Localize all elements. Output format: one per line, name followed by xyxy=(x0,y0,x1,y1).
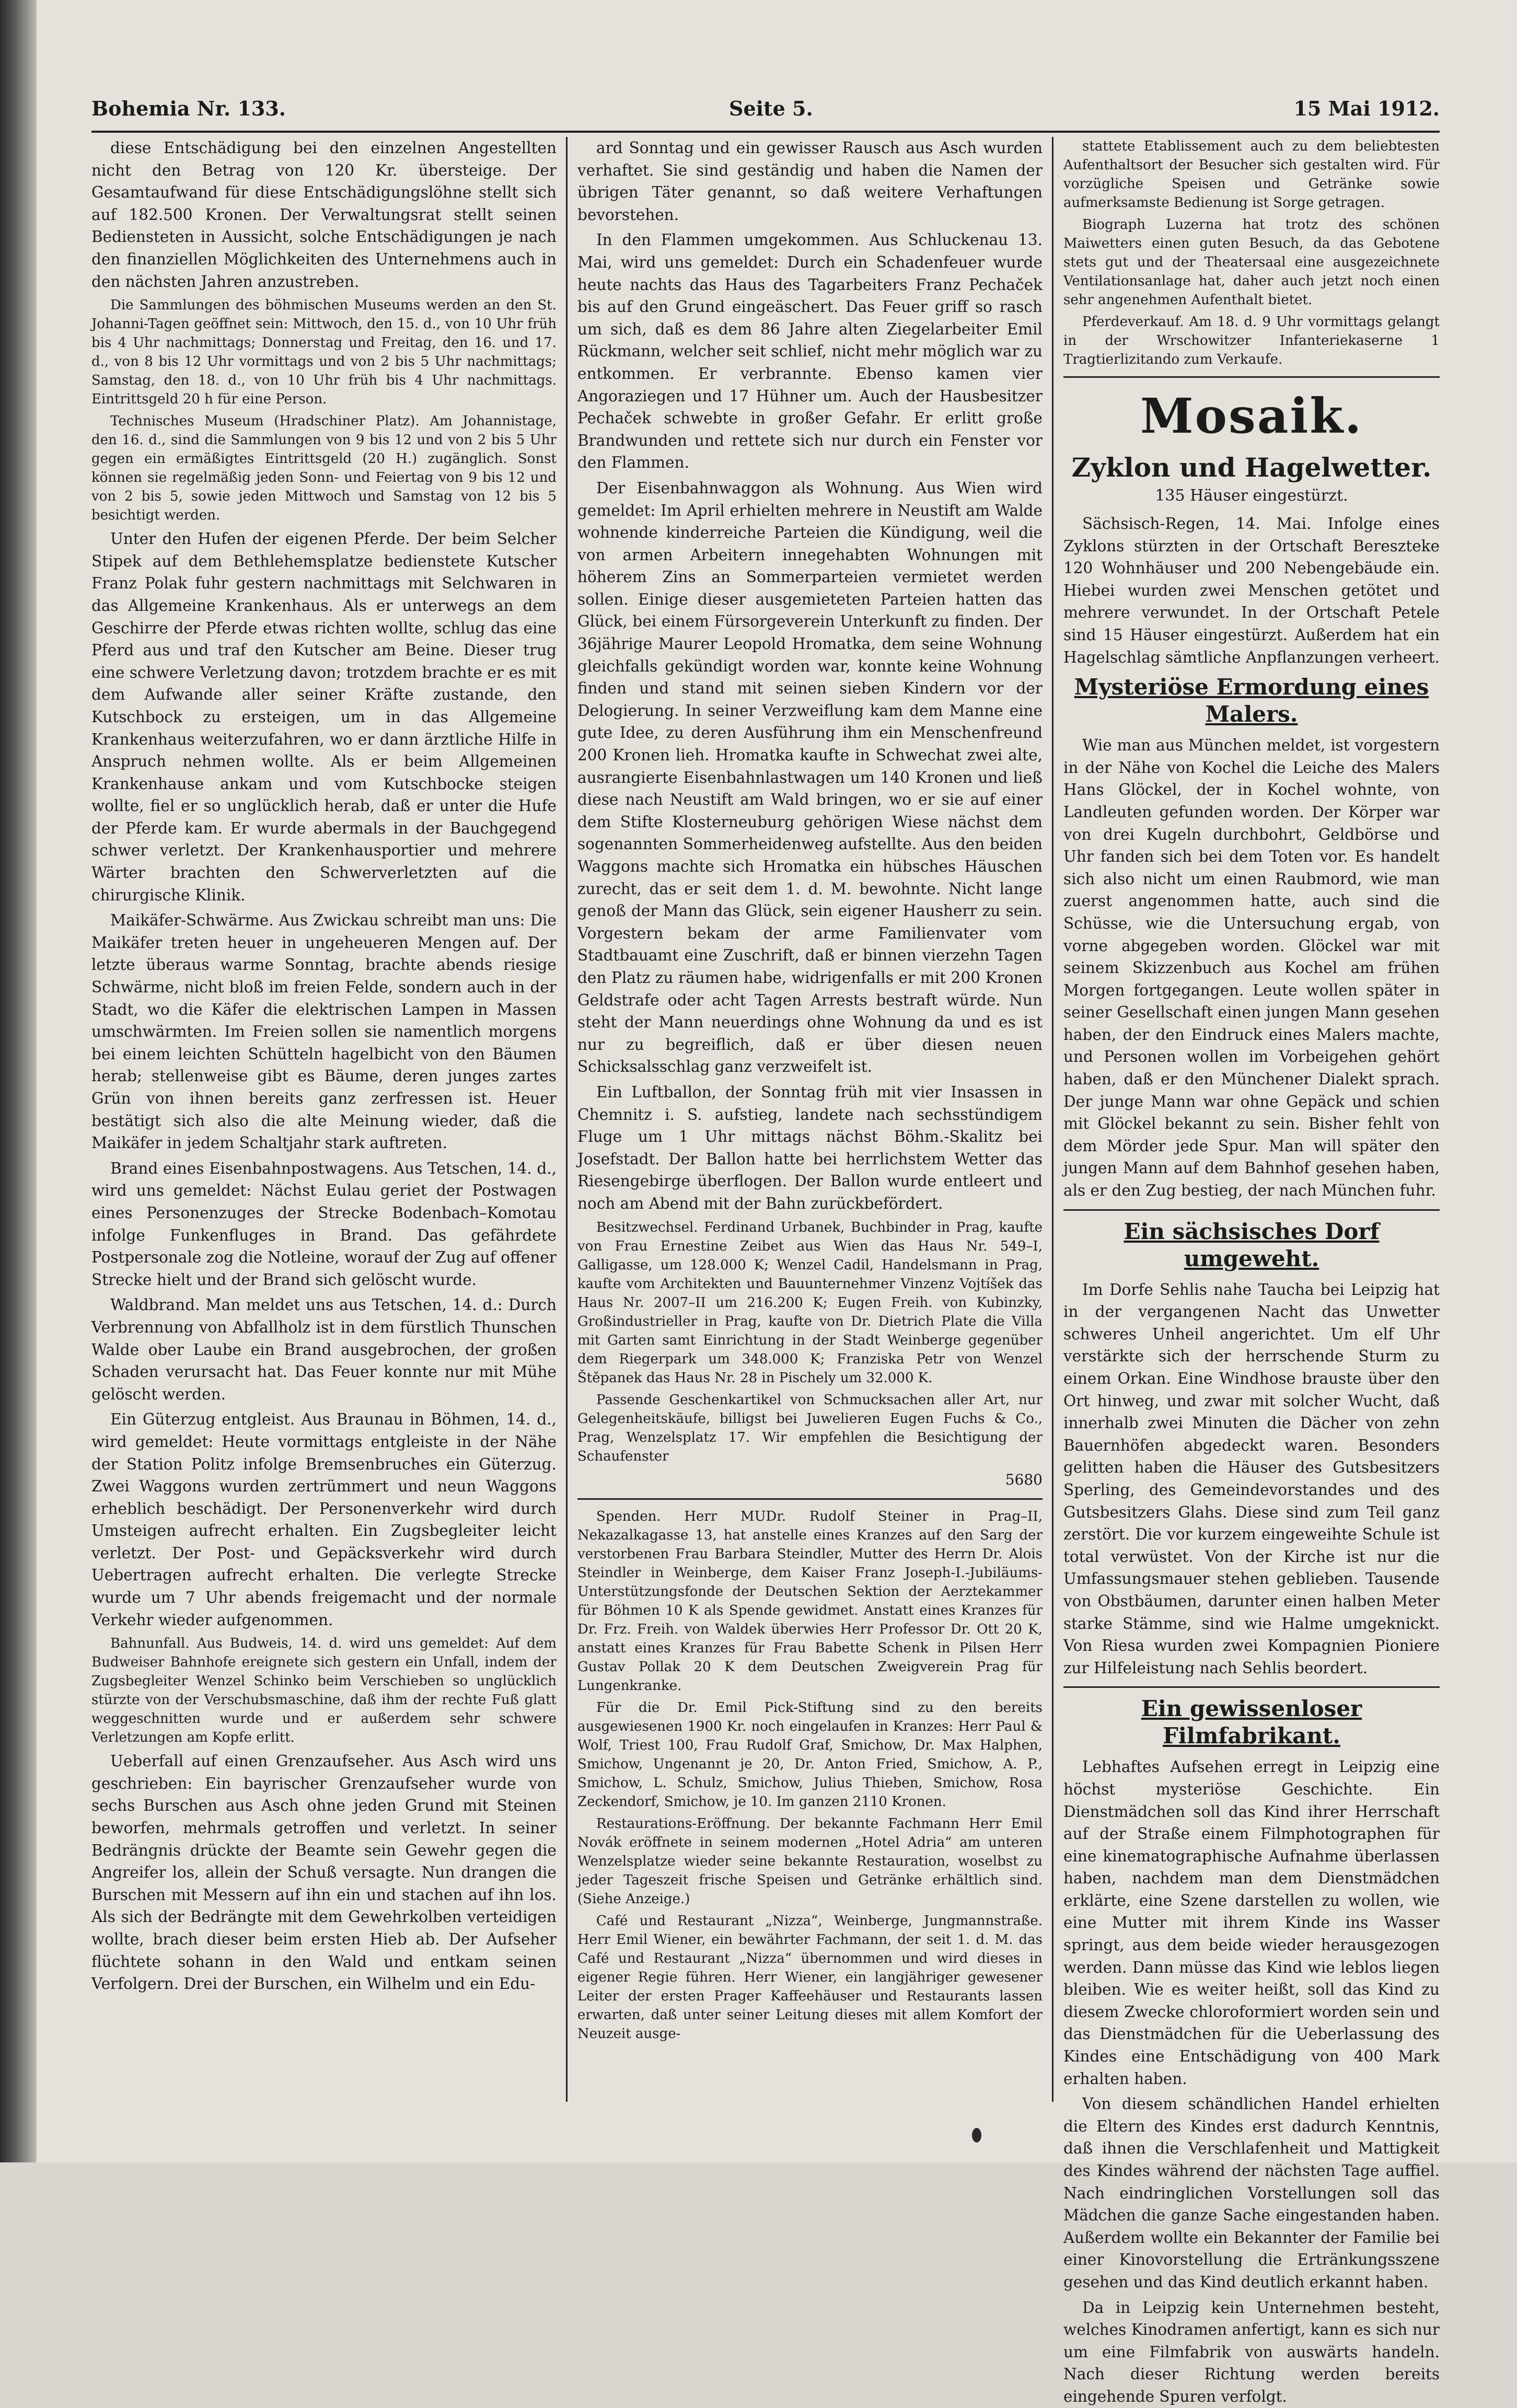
article-paragraph: Pferdeverkauf. Am 18. d. 9 Uhr vormittags gelangt in der Wrschowitzer Infanteriekaserne 1 Tragtierlizitando zum Verkaufe. xyxy=(1063,314,1440,367)
advertisement-text: Passende Geschenkartikel von Schmucksachen aller Art, nur Gelegenheitskäufe, billigst bei Juwelieren Eugen Fuchs & Co., Prag, Wenzelsplatz 17. Wir empfehlen die Besichtigung der Schaufenster xyxy=(577,1392,1043,1464)
article-paragraph: Café und Restaurant „Nizza“, Weinberge, Jungmannstraße. Herr Emil Wiener, ein bewährter Fachmann, der seit 1. d. M. das Café und Restaurant „Nizza“ übernommen und wird dieses in eigener Regie führen. Herr Wiener, ein langjähriger gewesener Leiter der ersten Prager Kaffeehäuser und Restaurants lassen erwarten, daß unter seiner Leitung dieses mit allem Komfort der Neuzeit ausge- xyxy=(577,1913,1043,2042)
article-paragraph: diese Entschädigung bei den einzelnen Angestellten nicht den Betrag von 120 Kr. übersteige. Der Gesamtaufwand für diese Entschädigungslöhne stellt sich auf 182.500 Kronen. Der Verwaltungsrat stellt seinen Bediensteten in Aussicht, solche Entschädigungen je nach den finanziellen Möglichkeiten des Unternehmens auch in den nächsten Jahren anzustreben. xyxy=(91,139,557,291)
article-paragraph: stattete Etablissement auch zu dem beliebtesten Aufenthaltsort der Besucher sich gestalten wird. Für vorzügliche Speisen und Getränke sowie aufmerksamste Bedienung ist Sorge getragen. xyxy=(1063,138,1440,211)
section-heading: Mysteriöse Ermordung eines Malers. xyxy=(1074,674,1429,727)
article-paragraph: Im Dorfe Sehlis nahe Taucha bei Leipzig hat in der vergangenen Nacht das Unwetter schweres Unheil angerichtet. Um elf Uhr verstärkte sich der herrschende Sturm zu einem Orkan. Eine Windhose brauste über den Ort hinweg, und zwar mit solcher Wucht, daß innerhalb zwei Minuten die Dächer von zehn Bauernhöfen abgedeckt waren. Besonders gelitten haben die Häuser des Gutsbesitzers Sperling, des Gemeindevorstandes und des Gutsbesitzers Glahs. Diese sind zum Teil ganz zerstört. Die vor kurzem eingeweihte Schule ist total verwüstet. Von der Kirche ist nur die Umfassungsmauer stehen geblieben. Tausende von Obstbäumen, darunter einen halben Meter starke Stämme, sind wie Halme umgeknickt. Von Riesa wurden zwei Kompagnien Pioniere zur Hilfeleistung nach Sehlis beordert. xyxy=(1063,1280,1440,1677)
section-heading: Zyklon und Hagelwetter. xyxy=(1071,452,1432,483)
article-paragraph: ard Sonntag und ein gewisser Rausch aus Asch wurden verhaftet. Sie sind geständig und haben die Namen der übrigen Täter genannt, so daß weitere Verhaftungen bevorstehen. xyxy=(577,139,1043,224)
article-paragraph: Für die Dr. Emil Pick-Stiftung sind zu den bereits ausgewiesenen 1900 Kr. noch eingelaufen in Kranzes: Herr Paul & Wolf, Triest 100, Frau Rudolf Graf, Smichow, Dr. Max Halphen, Smichow, Ungenannt je 20, Dr. Anton Fried, Smichow, A. P., Smichow, L. Schulz, Smichow, Julius Thieben, Smichow, Rosa Zeckendorf, Smichow, je 10. Im ganzen 2110 Kronen. xyxy=(577,1700,1043,1810)
section-subheading: 135 Häuser eingestürzt. xyxy=(1155,487,1348,505)
article-paragraph: Spenden. Herr MUDr. Rudolf Steiner in Prag–II, Nekazalkagasse 13, hat anstelle eines Kranzes auf den Sarg der verstorbenen Frau Barbara Steindler, Mutter des Herrn Dr. Alois Steindler in Weinberge, dem Kaiser Franz Joseph-I.-Jubiläums-Unterstützungsfonde der Deutschen Sektion der Aerztekammer für Böhmen 10 K als Spende gewidmet. Anstatt eines Kranzes für Dr. Frz. Freih. von Waldek überwies Herr Professor Dr. Ott 20 K, anstatt eines Kranzes für Frau Babette Schenk in Pilsen Herr Gustav Pollak 20 K dem Deutschen Zweigverein Prag für Lungenkranke. xyxy=(577,1509,1043,1694)
article-paragraph: Der Eisenbahnwaggon als Wohnung. Aus Wien wird gemeldet: Im April erhielten mehrere in Neustift am Walde wohnende kinderreiche Parteien die Kündigung, weil die von armen Arbeitern innegehabten Wohnungen mit höherem Zins an Sommerparteien vermietet werden sollen. Einige dieser ausgemieteten Parteien hatten das Glück, bei einem Fürsorgeverein Unterkunft zu finden. Der 36jährige Maurer Leopold Hromatka, dem seine Wohnung gleichfalls gekündigt worden war, konnte keine Wohnung finden und stand mit seinen sieben Kindern vor der Delogierung. In seiner Verzweiflung kam dem Manne eine gute Idee, zu deren Ausführung ihm ein Menschenfreund 200 Kronen lieh. Hromatka kaufte in Schwechat zwei alte, ausrangierte Eisenbahnlastwagen um 140 Kronen und ließ diese nach Neustift am Wald bringen, wo er sie auf einer dem Stifte Klosterneuburg gehörigen Wiese nächst dem sogenannten Sommerheidenweg aufstellte. Aus den beiden Waggons machte sich Hromatka ein hübsches Häuschen zurecht, das er seit dem 1. d. M. bewohnte. Nicht lange genoß der Mann das Glück, sein eigener Hausherr zu sein. Vorgestern bekam der arme Familienvater vom Stadtbauamt eine Zuschrift, daß er binnen vierzehn Tagen den Platz zu räumen habe, widrigenfalls er mit 200 Kronen Geldstrafe oder acht Tagen Arrests bestraft würde. Nun steht der Mann neuerdings ohne Wohnung da und es ist nur zu begreiflich, daß er über diesen neuen Schicksalsschlag ganz verzweifelt ist. xyxy=(577,479,1043,1076)
section-heading: Ein gewissenloser Filmfabrikant. xyxy=(1141,1696,1362,1749)
section-divider xyxy=(1063,376,1440,378)
article-paragraph: Waldbrand. Man meldet uns aus Tetschen, 14. d.: Durch Verbrennung von Abfallholz ist in dem fürstlich Thunschen Walde ober Laube ein Brand ausgebrochen, der großen Schaden verursacht hat. Das Feuer konnte nur mit Mühe gelöscht werden. xyxy=(91,1296,557,1403)
column-2 xyxy=(577,137,1043,2112)
article-paragraph: Von diesem schändlichen Handel erhielten die Eltern des Kindes erst dadurch Kenntnis, daß ihnen die Verschlafenheit und Mattigkeit des Kindes während der nächsten Tage auffiel. Nach eindringlichen Vorstellungen soll das Mädchen die ganze Sache eingestanden haben. Außerdem wollte ein Bekannter der Familie bei einer Kinovorstellung die Ertränkungsszene gesehen und das Kind deutlich erkannt haben. xyxy=(1063,2095,1440,2291)
article-paragraph: Biograph Luzerna hat trotz des schönen Maiwetters einen guten Besuch, da das Gebotene stets gut und der Theatersaal eine ausgezeichnete Ventilationsanlage hat, daher auch jetzt noch einen sehr angenehmen Aufenthalt bietet. xyxy=(1063,217,1440,308)
binding-gutter xyxy=(0,0,37,2162)
column-1 xyxy=(91,137,557,2112)
article-paragraph: Bahnunfall. Aus Budweis, 14. d. wird uns gemeldet: Auf dem Budweiser Bahnhofe ereignete sich gestern ein Unfall, indem der Zugsbegleiter Wenzel Schinko beim Verschieben so unglücklich stürzte von der Verschubsmaschine, daß ihm der rechte Fuß glatt weggeschnitten wurde und er außerdem sehr schwere Verletzungen am Kopfe erlitt. xyxy=(91,1636,557,1746)
article-paragraph: Technisches Museum (Hradschiner Platz). Am Johannistage, den 16. d., sind die Sammlungen von 9 bis 12 und von 2 bis 5 Uhr gegen ein ermäßigtes Eintrittsgeld (20 H.) zugänglich. Sonst können sie regelmäßig jeden Sonn- und Feiertag von 9 bis 12 und von 2 bis 5, sowie jeden Mittwoch und Samstag von 12 bis 5 besichtigt werden. xyxy=(91,413,557,524)
article-paragraph: Wie man aus München meldet, ist vorgestern in der Nähe von Kochel die Leiche des Malers Hans Glöckel, der in Kochel wohnte, von Landleuten gefunden worden. Der Körper war von drei Kugeln durchbohrt, Geldbörse und Uhr fanden sich bei dem Toten vor. Es handelt sich also nicht um einen Raubmord, wie man zuerst angenommen hatte, auch sind die Schüsse, wie die Untersuchung ergab, von vorne abgegeben worden. Glöckel war mit seinem Skizzenbuch aus Kochel am frühen Morgen fortgegangen. Leute wollen später in seiner Gesellschaft einen jungen Mann gesehen haben, der den Eindruck eines Malers machte, und Personen wollen im Vorbeigehen gehört haben, daß er den Münchener Dialekt sprach. Der junge Mann war ohne Gepäck und schien mit Glöckel bekannt zu sein. Bisher fehlt von dem Mörder jede Spur. Man will später den jungen Mann auf dem Bahnhof gesehen haben, als er den Zug bestieg, der nach München fuhr. xyxy=(1063,736,1440,1200)
article-paragraph: In den Flammen umgekommen. Aus Schluckenau 13. Mai, wird uns gemeldet: Durch ein Schadenfeuer wurde heute nachts das Haus des Tagarbeiters Franz Pechaček bis auf den Grund eingeäschert. Das Feuer griff so rasch um sich, daß es dem 86 Jahre alten Ziegelarbeiter Emil Rückmann, welcher seit schlief, nicht mehr möglich war zu entkommen. Er verbrannte. Ebenso kamen vier Angoraziegen und 17 Hühner um. Auch der Hausbesitzer Pechaček schwebte in großer Gefahr. Er erlitt große Brandwunden und rettete sich nur durch ein Fenster vor den Flammen. xyxy=(577,231,1043,472)
header-page-number: Seite 5. xyxy=(729,97,813,120)
article-paragraph: Ueberfall auf einen Grenzaufseher. Aus Asch wird uns geschrieben: Ein bayrischer Grenzaufseher wurde von sechs Burschen aus Asch ohne jeden Grund mit Steinen beworfen, mehrmals getroffen und verletzt. In seiner Bedrängnis drückte der Beamte sein Gewehr gegen die Angreifer los, allein der Schuß versagte. Nun drangen die Burschen mit Messern auf ihn ein und stachen auf ihn los. Als sich der Bedrängte mit dem Gewehrkolben verteidigen wollte, brach dieser beim ersten Hieb ab. Der Aufseher flüchtete sohann in den Wald und entkam seinen Verfolgern. Drei der Burschen, ein Wilhelm und ein Edu- xyxy=(91,1752,557,1993)
article-paragraph: Maikäfer-Schwärme. Aus Zwickau schreibt man uns: Die Maikäfer treten heuer in ungeheueren Mengen auf. Der letzte überaus warme Sonntag, brachte abends riesige Schwärme, nicht bloß im freien Felde, sondern auch in der Stadt, wo die Käfer die elektrischen Lampen in Massen umschwärmten. Im Freien sollen sie namentlich morgens bei einem leichten Schütteln hagelbicht von den Bäumen herab; stellenweise gibt es Bäume, deren junges zartes Grün von ihnen bereits ganz zerfressen ist. Heuer bestätigt sich also die alte Meinung wieder, daß die Maikäfer in jedem Schaltjahr stark auftreten. xyxy=(91,911,557,1152)
article-paragraph: Unter den Hufen der eigenen Pferde. Der beim Selcher Stipek auf dem Bethlehemsplatze bedienstete Kutscher Franz Polak fuhr gestern nachmittags mit Selchwaren in das Allgemeine Krankenhaus. Als er unterwegs an dem Geschirre der Pferde etwas richten wollte, schlug das eine Pferd aus und traf den Kutscher am Beine. Dieser trug eine schwere Verletzung davon; trotzdem brachte er es mit dem Aufwande aller seiner Kräfte zustande, den Kutschbock zu ersteigen, um in das Allgemeine Krankenhaus weiterzufahren, wo er dann ärztliche Hilfe in Anspruch nehmen wollte. Als er beim Allgemeinen Krankenhause ankam und vom Kutschbocke steigen wollte, fiel er so unglücklich herab, daß er unter die Hufe der Pferde kam. Er wurde abermals in der Bauchgegend schwer verletzt. Der Krankenhausportier und mehrere Wärter brachten den Schwerverletzten auf die chirurgische Klinik. xyxy=(91,530,557,904)
advertisement-number: 5680 xyxy=(1005,1471,1043,1488)
section-divider xyxy=(1063,1686,1440,1688)
header-rule xyxy=(91,131,1440,133)
article-paragraph: Restaurations-Eröffnung. Der bekannte Fachmann Herr Emil Novák eröffnete in seinem modernen „Hotel Adria“ am unteren Wenzelsplatze wieder seine bekannte Restauration, woselbst zu jeder Tageszeit frische Speisen und Getränke erhältlich sind. (Siehe Anzeige.) xyxy=(577,1816,1043,1907)
article-paragraph: Lebhaftes Aufsehen erregt in Leipzig eine höchst mysteriöse Geschichte. Ein Dienstmädchen soll das Kind ihrer Herrschaft auf der Straße einem Filmphotographen für eine kinematographische Aufnahme überlassen haben, nachdem man dem Dienstmädchen erklärte, eine Szene darstellen zu wollen, wie eine Mutter mit ihrem Kinde ins Wasser springt, aus dem beide wieder herausgezogen werden. Dann müsse das Kind wie leblos liegen bleiben. Wie es weiter heißt, soll das Kind zu diesem Zwecke chloroformiert worden sein und das Dienstmädchen für die Ueberlassung des Kindes eine Entschädigung von 400 Mark erhalten haben. xyxy=(1063,1758,1440,2088)
article-paragraph: Da in Leipzig kein Unternehmen besteht, welches Kinodramen anfertigt, kann es sich nur um eine Filmfabrik von auswärts handeln. Nach dieser Richtung werden bereits eingehende Spuren verfolgt. xyxy=(1063,2298,1440,2405)
article-paragraph: Sächsisch-Regen, 14. Mai. Infolge eines Zyklons stürzten in der Ortschaft Bereszteke 120 Wohnhäuser und 200 Nebengebäude ein. Hiebei wurden zwei Menschen getötet und mehrere verwundet. In der Ortschaft Petele sind 15 Häuser eingestürzt. Außerdem hat ein Hagelschlag sämtliche Anpflanzungen verheert. xyxy=(1063,515,1440,666)
page-header xyxy=(91,97,1440,128)
article-paragraph: Besitzwechsel. Ferdinand Urbanek, Buchbinder in Prag, kaufte von Frau Ernestine Zeibet aus Wien das Haus Nr. 549–I, Galligasse, um 128.000 K; Wenzel Cadil, Handelsmann in Prag, kaufte vom Architekten und Bauunternehmer Vinzenz Vojtíšek das Haus Nr. 2007–II um 216.200 K; Eugen Freih. von Kubinzky, Großindustrieller in Prag, kaufte von Dr. Dietrich Plate die Villa mit Garten samt Einrichtung in der Stadt Weinberge gegenüber dem Riegerpark um 348.000 K; Franziska Petr von Wenzel Štěpanek das Haus Nr. 28 in Pischely um 32.000 K. xyxy=(577,1219,1043,1386)
header-masthead: Bohemia Nr. 133. xyxy=(91,97,286,120)
column-3 xyxy=(1063,137,1440,2405)
article-paragraph: Brand eines Eisenbahnpostwagens. Aus Tetschen, 14. d., wird uns gemeldet: Nächst Eulau geriet der Postwagen eines Personenzuges der Strecke Bodenbach–Komotau infolge Funkenfluges in Brand. Das gefährdete Postpersonale zog die Notleine, worauf der Zug auf offener Strecke hielt und der Brand sich gelöscht wurde. xyxy=(91,1159,557,1289)
print-mark xyxy=(972,2128,981,2143)
section-divider xyxy=(1063,1209,1440,1211)
article-paragraph: Ein Luftballon, der Sonntag früh mit vier Insassen in Chemnitz i. S. aufstieg, landete nach sechsstündigem Fluge um 1 Uhr mittags nächst Böhm.-Skalitz bei Josefstadt. Der Ballon hatte bei herrlichstem Wetter das Riesengebirge überflogen. Der Ballon wurde entleert und noch am Abend mit der Bahn zurückbefördert. xyxy=(577,1083,1043,1212)
article-paragraph: Ein Güterzug entgleist. Aus Braunau in Böhmen, 14. d., wird gemeldet: Heute vormittags entgleiste in der Nähe der Station Politz infolge Bremsenbruches ein Güterzug. Zwei Waggons wurden zertrümmert und neun Waggons erheblich beschädigt. Der Personenverkehr wird durch Umsteigen aufrecht erhalten. Ein Zugsbegleiter leicht verletzt. Der Post- und Gepäcksverkehr wird durch Uebertragen aufrecht erhalten. Die verlegte Strecke wurde um 7 Uhr abends freigemacht und der normale Verkehr wieder aufgenommen. xyxy=(91,1410,557,1629)
article-paragraph: Die Sammlungen des böhmischen Museums werden an den St. Johanni-Tagen geöffnet sein: Mittwoch, den 15. d., von 10 Uhr früh bis 4 Uhr nachmittags; Donnerstag und Freitag, den 16. und 17. d., von 8 bis 12 Uhr vormittags und von 2 bis 5 Uhr nachmittags; Samstag, den 18. d., von 10 Uhr früh bis 4 Uhr nachmittags. Eintrittsgeld 20 h für eine Person. xyxy=(91,297,557,408)
section-heading: Ein sächsisches Dorf umgeweht. xyxy=(1124,1218,1380,1271)
section-divider xyxy=(577,1498,1043,1500)
column-divider-2 xyxy=(1052,137,1053,2102)
column-divider-1 xyxy=(566,137,568,2102)
mosaik-heading: Mosaik. xyxy=(1140,388,1363,444)
header-date: 15 Mai 1912. xyxy=(1293,97,1440,120)
